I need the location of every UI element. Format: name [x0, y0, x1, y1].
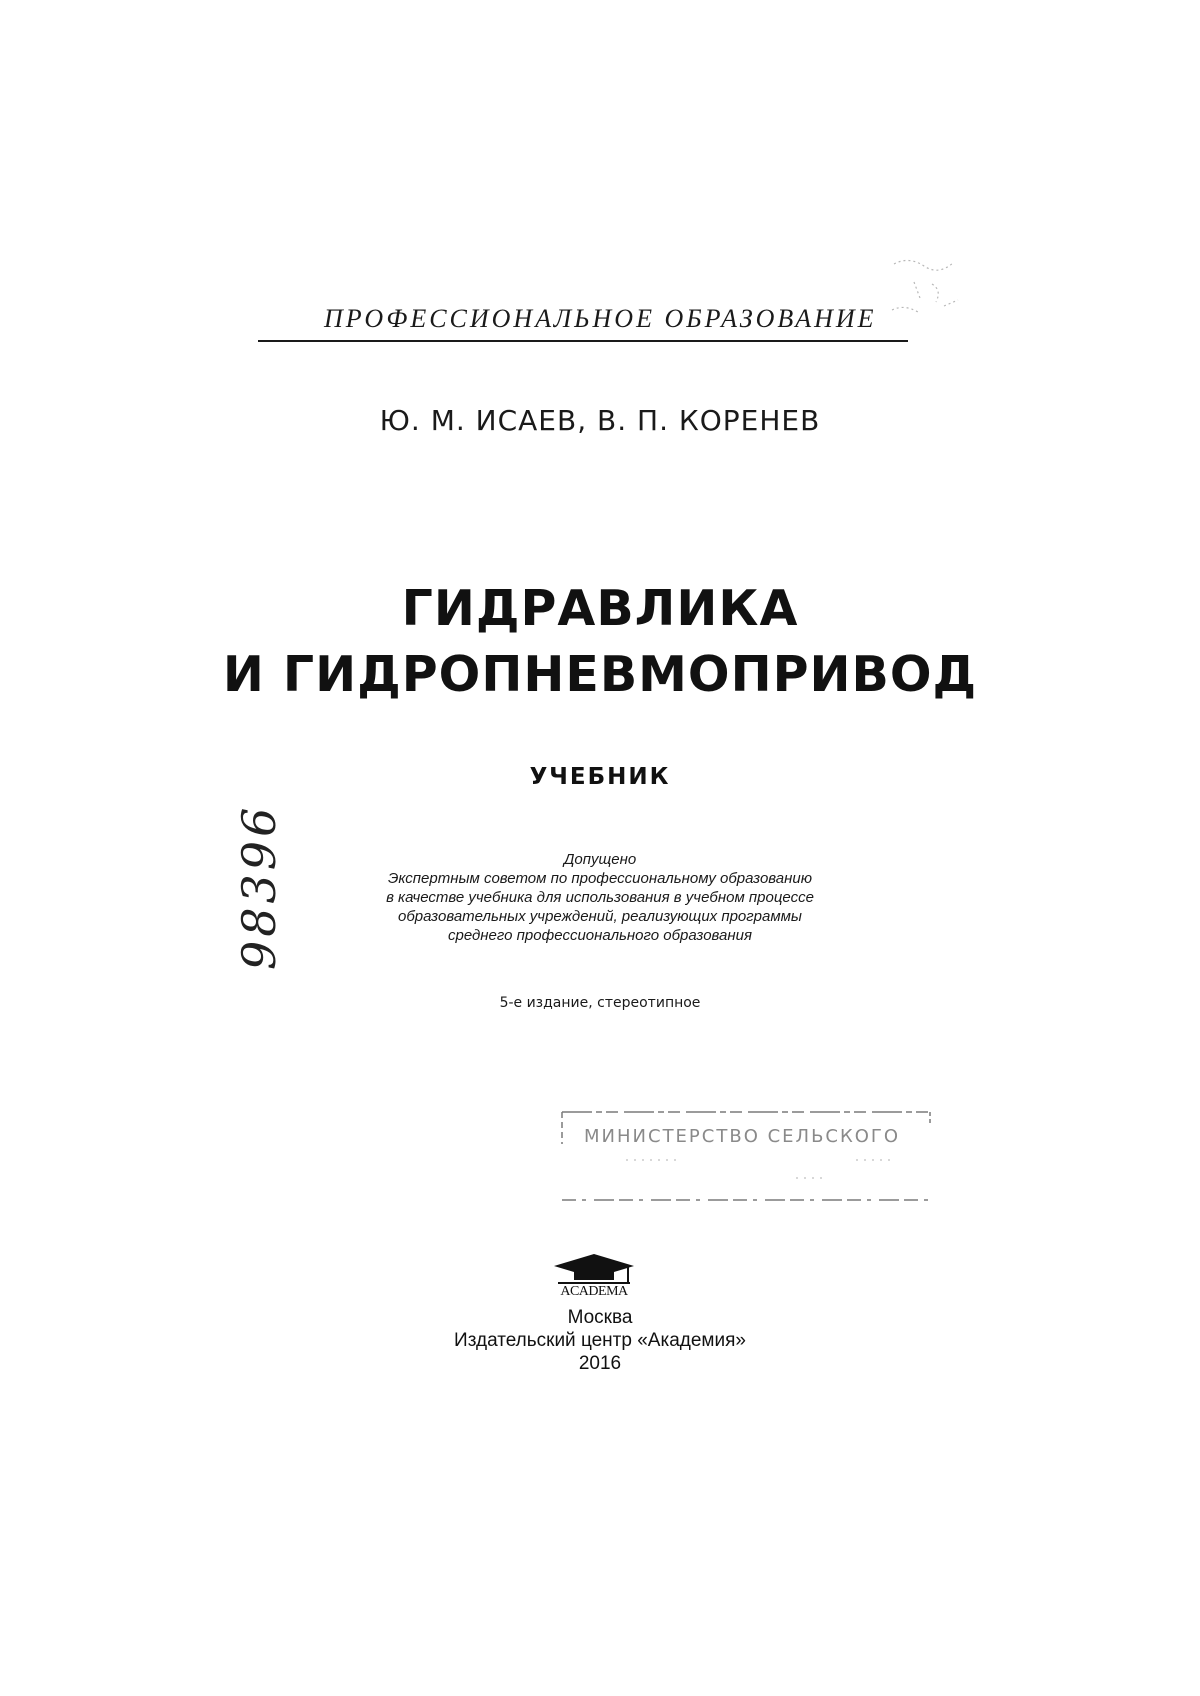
title-line-2: И ГИДРОПНЕВМОПРИВОД: [222, 646, 978, 703]
stamp-text: МИНИСТЕРСТВО СЕЛЬСКОГО: [584, 1126, 901, 1147]
library-stamp: [556, 1104, 936, 1212]
book-type: УЧЕБНИК: [529, 764, 671, 790]
approval-text: [0, 850, 1200, 945]
book-title: [0, 576, 1200, 708]
authors: Ю. М. ИСАЕВ, В. П. КОРЕНЕВ: [379, 404, 821, 437]
logo-wordmark: ACADEMA: [560, 1284, 628, 1299]
corner-pencil-mark: [884, 254, 964, 324]
series-rule: [258, 340, 908, 342]
approval-line: Допущено: [563, 851, 637, 868]
approval-line: среднего профессионального образования: [448, 927, 752, 944]
series-header: [258, 298, 908, 348]
stamp-frame-icon: [556, 1104, 936, 1212]
approval-line: в качестве учебника для использования в учебном процессе: [386, 889, 814, 906]
imprint-year: 2016: [578, 1353, 622, 1374]
imprint-publisher: Издательский центр «Академия»: [454, 1330, 746, 1351]
corner-scribble-icon: [884, 254, 964, 324]
publisher-logo: [544, 1250, 644, 1310]
title-line-1: ГИДРАВЛИКА: [401, 580, 799, 637]
handwritten-number: 98396: [232, 803, 286, 970]
series-title: ПРОФЕССИОНАЛЬНОЕ ОБРАЗОВАНИЕ: [324, 304, 877, 333]
approval-line: Экспертным советом по профессиональному образованию: [387, 870, 813, 887]
imprint-city: Москва: [567, 1307, 633, 1328]
academy-cap-icon: [544, 1250, 644, 1286]
edition: 5-е издание, стереотипное: [499, 995, 701, 1011]
approval-line: образовательных учреждений, реализующих программы: [398, 908, 802, 925]
imprint: [0, 1306, 1200, 1375]
